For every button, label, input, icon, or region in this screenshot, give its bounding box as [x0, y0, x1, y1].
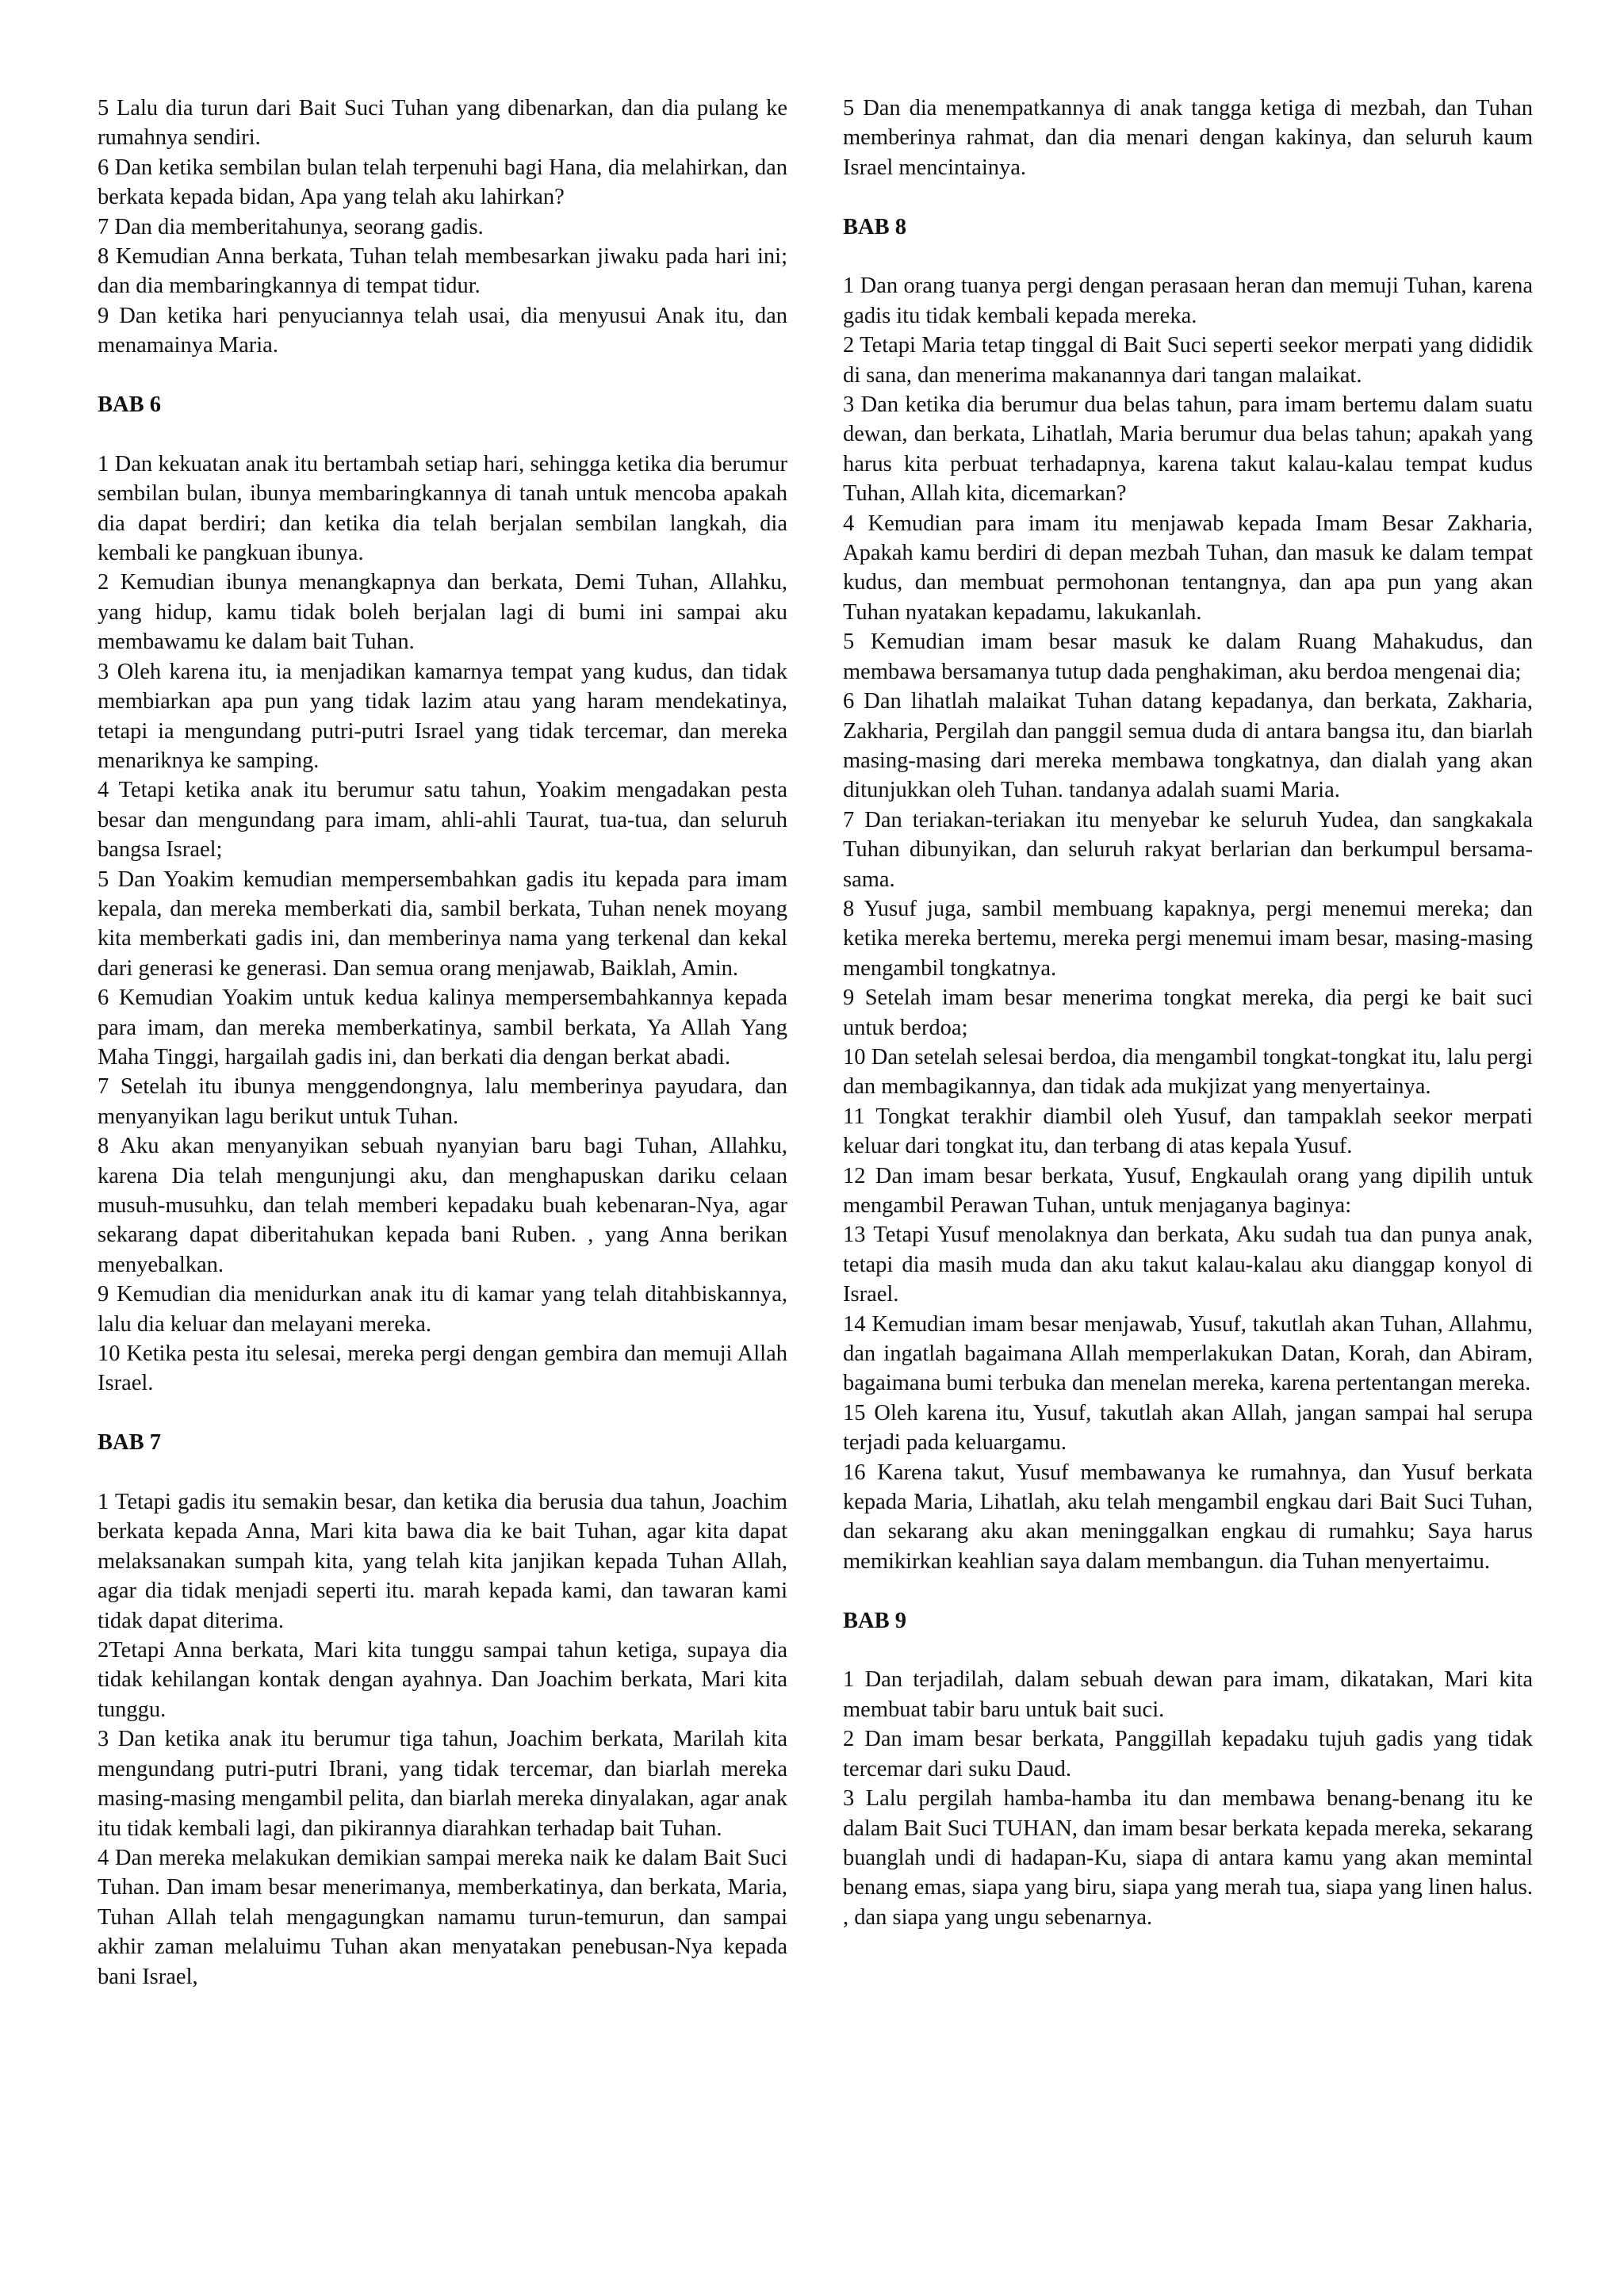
verse-paragraph: 2 Dan imam besar berkata, Panggillah kepadaku tujuh gadis yang tidak tercemar dari suku Daud. [843, 1727, 1533, 1781]
verse-paragraph: 1 Dan kekuatan anak itu bertambah setiap hari, sehingga ketika dia berumur sembilan bulan, ibunya membaringkannya di tanah untuk mencoba apakah dia dapat berdiri; dan ketika dia telah berjalan sembilan langkah, dia kembali ke pangkuan ibunya. [98, 451, 787, 566]
verse-paragraph: 3 Oleh karena itu, ia menjadikan kamarnya tempat yang kudus, dan tidak membiarkan apa pun yang tidak lazim atau yang haram mendekatinya, tetapi ia mengundang putri-putri Israel yang tidak tercemar, dan mereka menariknya ke samping. [98, 659, 787, 773]
verse-paragraph: 8 Yusuf juga, sambil membuang kapaknya, pergi menemui mereka; dan ketika mereka bertemu, mereka pergi menemui imam besar, masing-masing mengambil tongkatnya. [843, 896, 1533, 981]
chapter-heading: BAB 8 [843, 214, 906, 239]
paragraph-gap [98, 361, 787, 390]
verse-paragraph: 1 Dan orang tuanya pergi dengan perasaan heran dan memuji Tuhan, karena gadis itu tidak kembali kepada mereka. [843, 274, 1533, 328]
verse-paragraph: 9 Dan ketika hari penyuciannya telah usai, dia menyusui Anak itu, dan menamainya Maria. [98, 303, 787, 358]
verse-paragraph: 2 Kemudian ibunya menangkapnya dan berkata, Demi Tuhan, Allahku, yang hidup, kamu tidak boleh berjalan lagi di bumi ini sampai aku membawamu ke dalam bait Tuhan. [98, 570, 787, 655]
verse-paragraph: 1 Tetapi gadis itu semakin besar, dan ketika dia berusia dua tahun, Joachim berkata kepada Anna, Mari kita bawa dia ke bait Tuhan, agar kita dapat melaksanakan sumpah kita, yang telah kita janjikan kepada Tuhan Allah, agar dia tidak menjadi seperti itu. marah kepada kami, dan tawaran kami tidak dapat diterima. [98, 1490, 787, 1633]
chapter-heading: BAB 9 [843, 1608, 906, 1633]
paragraph-gap [843, 242, 1533, 271]
verse-paragraph: 2 Tetapi Maria tetap tinggal di Bait Suci seperti seekor merpati yang dididik di sana, dan menerima makanannya dari tangan malaikat. [843, 333, 1533, 388]
verse-paragraph: 5 Kemudian imam besar masuk ke dalam Ruang Mahakudus, dan membawa bersamanya tutup dada penghakiman, aku berdoa mengenai dia; [843, 629, 1533, 684]
verse-paragraph: 1 Dan terjadilah, dalam sebuah dewan para imam, dikatakan, Mari kita membuat tabir baru untuk bait suci. [843, 1667, 1533, 1722]
chapter-heading: BAB 6 [98, 392, 161, 418]
verse-paragraph: 3 Dan ketika anak itu berumur tiga tahun, Joachim berkata, Marilah kita mengundang putri-putri Ibrani, yang tidak tercemar, dan biarlah mereka masing-masing mengambil pelita, dan biarlah mereka dinyalakan, agar anak itu tidak kembali lagi, dan pikirannya diarahkan terhadap bait Tuhan. [98, 1727, 787, 1841]
verse-paragraph: 11 Tongkat terakhir diambil oleh Yusuf, dan tampaklah seekor merpati keluar dari tongkat itu, dan terbang di atas kepala Yusuf. [843, 1104, 1533, 1159]
paragraph-gap [843, 1636, 1533, 1665]
verse-paragraph: 9 Setelah imam besar menerima tongkat mereka, dia pergi ke bait suci untuk berdoa; [843, 985, 1533, 1040]
verse-paragraph: 15 Oleh karena itu, Yusuf, takutlah akan Allah, jangan sampai hal serupa terjadi pada keluargamu. [843, 1400, 1533, 1456]
verse-paragraph: 3 Dan ketika dia berumur dua belas tahun, para imam bertemu dalam suatu dewan, dan berkata, Lihatlah, Maria berumur dua belas tahun; apakah yang harus kita perbuat terhadapnya, karena takut kalau-kalau tempat kudus Tuhan, Allah kita, dicemarkan? [843, 392, 1533, 507]
verse-paragraph: 5 Dan Yoakim kemudian mempersembahkan gadis itu kepada para imam kepala, dan mereka memberkati dia, sambil berkata, Tuhan nenek moyang kita memberkati gadis ini, dan memberinya nama yang terkenal dan kekal dari generasi ke generasi. Dan semua orang menjawab, Baiklah, Amin. [98, 867, 787, 981]
verse-paragraph: 10 Dan setelah selesai berdoa, dia mengambil tongkat-tongkat itu, lalu pergi dan membagikannya, dan tidak ada mukjizat yang menyertainya. [843, 1044, 1533, 1100]
left-text-column [98, 94, 787, 1992]
verse-paragraph: 4 Dan mereka melakukan demikian sampai mereka naik ke dalam Bait Suci Tuhan. Dan imam besar menerimanya, memberkatinya, dan berkata, Maria, Tuhan Allah telah mengagungkan namamu turun-temurun, dan sampai akhir zaman melaluimu Tuhan akan menyatakan penebusan-Nya kepada bani Israel, [98, 1845, 787, 1989]
right-text-column [843, 94, 1533, 1932]
verse-paragraph: 5 Dan dia menempatkannya di anak tangga ketiga di mezbah, dan Tuhan memberinya rahmat, dan dia menari dengan kakinya, dan seluruh kaum Israel mencintainya. [843, 96, 1533, 180]
chapter-heading: BAB 7 [98, 1430, 161, 1456]
verse-paragraph: 5 Lalu dia turun dari Bait Suci Tuhan yang dibenarkan, dan dia pulang ke rumahnya sendiri. [98, 96, 787, 151]
verse-paragraph: 2Tetapi Anna berkata, Mari kita tunggu sampai tahun ketiga, supaya dia tidak kehilangan kontak dengan ayahnya. Dan Joachim berkata, Mari kita tunggu. [98, 1638, 787, 1722]
verse-paragraph: 10 Ketika pesta itu selesai, mereka pergi dengan gembira dan memuji Allah Israel. [98, 1341, 787, 1396]
verse-paragraph: 3 Lalu pergilah hamba-hamba itu dan membawa benang-benang itu ke dalam Bait Suci TUHAN, dan imam besar berkata kepada mereka, sekarang buanglah undi di hadapan-Ku, siapa di antara kamu yang akan memintal benang emas, siapa yang biru, siapa yang merah tua, siapa yang linen halus. , dan siapa yang ungu sebenarnya. [843, 1786, 1533, 1930]
verse-paragraph: 6 Dan lihatlah malaikat Tuhan datang kepadanya, dan berkata, Zakharia, Zakharia, Pergilah dan panggil semua duda di antara bangsa itu, dan biarlah masing-masing dari mereka membawa tongkatnya, dan dialah yang akan ditunjukkan oleh Tuhan. tandanya adalah suami Maria. [843, 689, 1533, 803]
verse-paragraph: 14 Kemudian imam besar menjawab, Yusuf, takutlah akan Tuhan, Allahmu, dan ingatlah bagaimana Allah memperlakukan Datan, Korah, dan Abiram, bagaimana bumi terbuka dan menelan mereka, karena pertentangan mereka. [843, 1311, 1533, 1396]
verse-paragraph: 8 Kemudian Anna berkata, Tuhan telah membesarkan jiwaku pada hari ini; dan dia membaringkannya di tempat tidur. [98, 244, 787, 299]
verse-paragraph: 6 Kemudian Yoakim untuk kedua kalinya mempersembahkannya kepada para imam, dan mereka memberkatinya, sambil berkata, Ya Allah Yang Maha Tinggi, hargailah gadis ini, dan berkati dia dengan berkat abadi. [98, 985, 787, 1070]
verse-paragraph: 4 Kemudian para imam itu menjawab kepada Imam Besar Zakharia, Apakah kamu berdiri di depan mezbah Tuhan, dan masuk ke dalam tempat kudus, dan membuat permohonan tentangnya, dan apa pun yang akan Tuhan nyatakan kepadamu, lakukanlah. [843, 511, 1533, 625]
verse-paragraph: 9 Kemudian dia menidurkan anak itu di kamar yang telah ditahbiskannya, lalu dia keluar dan melayani mereka. [98, 1282, 787, 1337]
verse-paragraph: 8 Aku akan menyanyikan sebuah nyanyian baru bagi Tuhan, Allahku, karena Dia telah mengunjungi aku, dan menghapuskan dariku celaan musuh-musuhku, dan telah memberi kepadaku buah kebenaran-Nya, agar sekarang dapat diberitahukan kepada bani Ruben. , yang Anna berikan menyebalkan. [98, 1134, 787, 1277]
verse-paragraph: 16 Karena takut, Yusuf membawanya ke rumahnya, dan Yusuf berkata kepada Maria, Lihatlah, aku telah mengambil engkau dari Bait Suci Tuhan, dan sekarang aku akan meninggalkan engkau di rumahku; Saya harus memikirkan keahlian saya dalam membangun. dia Tuhan menyertaimu. [843, 1460, 1533, 1574]
verse-paragraph: 4 Tetapi ketika anak itu berumur satu tahun, Yoakim mengadakan pesta besar dan mengundang para imam, ahli-ahli Taurat, tua-tua, dan seluruh bangsa Israel; [98, 778, 787, 863]
verse-paragraph: 7 Dan dia memberitahunya, seorang gadis. [98, 214, 484, 239]
verse-paragraph: 6 Dan ketika sembilan bulan telah terpenuhi bagi Hana, dia melahirkan, dan berkata kepada bidan, Apa yang telah aku lahirkan? [98, 155, 787, 210]
verse-paragraph: 7 Setelah itu ibunya menggendongnya, lalu memberinya payudara, dan menyanyikan lagu berikut untuk Tuhan. [98, 1074, 787, 1129]
paragraph-gap [98, 419, 787, 449]
verse-paragraph: 12 Dan imam besar berkata, Yusuf, Engkaulah orang yang dipilih untuk mengambil Perawan Tuhan, untuk menjaganya baginya: [843, 1163, 1533, 1218]
paragraph-gap [98, 1399, 787, 1428]
paragraph-gap [843, 1576, 1533, 1605]
verse-paragraph: 13 Tetapi Yusuf menolaknya dan berkata, Aku sudah tua dan punya anak, tetapi dia masih muda dan aku takut kalau-kalau aku dianggap konyol di Israel. [843, 1223, 1533, 1307]
paragraph-gap [843, 182, 1533, 212]
verse-paragraph: 7 Dan teriakan-teriakan itu menyebar ke seluruh Yudea, dan sangkakala Tuhan dibunyikan, dan seluruh rakyat berlarian dan berkumpul bersama-sama. [843, 807, 1533, 892]
paragraph-gap [98, 1458, 787, 1487]
